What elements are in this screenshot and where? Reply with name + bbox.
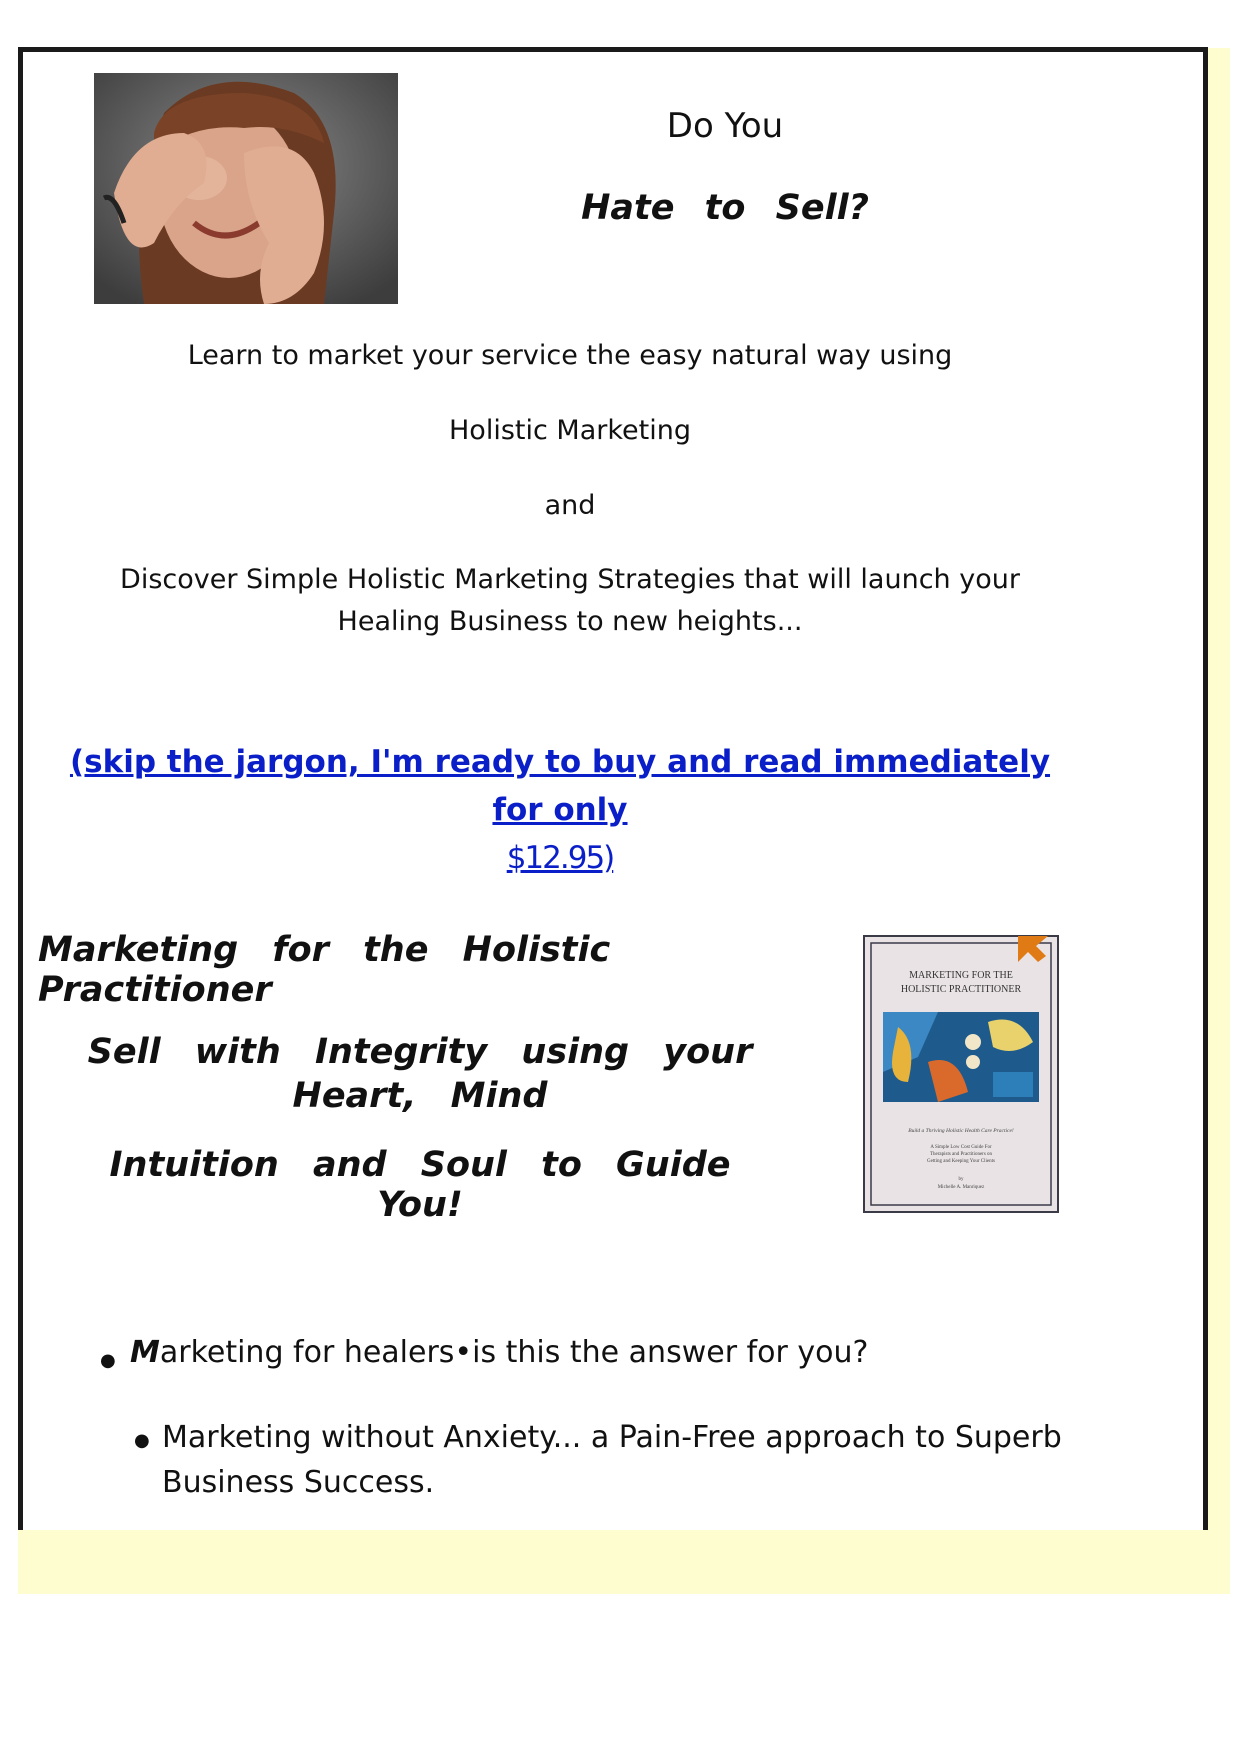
intro-line-4: Discover Simple Holistic Marketing Strategies that will launch your Healing Business to new heights... (120, 564, 1020, 637)
frustrated-woman-photo (94, 73, 398, 304)
book-cover-title: MARKETING FOR THE (909, 970, 1013, 981)
bullet-item-1 (130, 1335, 1030, 1370)
svg-text:Michelle A. Manriquez: Michelle A. Manriquez (937, 1185, 985, 1190)
bullet-dot-icon: ● (134, 1430, 150, 1451)
bullet-dot-icon: ● (100, 1350, 116, 1371)
headline-hate-to-sell: Hate to Sell? (581, 188, 869, 228)
bullet-item-2: Marketing without Anxiety... a Pain-Free approach to Superb Business Success. (162, 1420, 1062, 1500)
svg-text:by: by (958, 1177, 964, 1182)
bullet-text-1: arketing for healers•is this the answer for you? (159, 1335, 869, 1370)
svg-text:A Simple Low Cost Guide For: A Simple Low Cost Guide For (930, 1145, 992, 1150)
svg-text:Build a Thriving Holistic Heal: Build a Thriving Holistic Health Care Practice! (908, 1128, 1014, 1134)
headline-do-you: Do You (666, 106, 784, 146)
book-cover-image (808, 932, 1086, 1214)
intro-line-1: Learn to market your service the easy natural way using (187, 340, 953, 371)
buy-link-price[interactable]: $12.95) (506, 840, 614, 876)
svg-text:Therapists and Practitioners o: Therapists and Practitioners on (929, 1152, 993, 1157)
intro-line-3: and (544, 490, 596, 521)
tagline-line-2: Intuition and Soul to Guide You! (109, 1145, 731, 1225)
buy-now-link[interactable] (45, 738, 1075, 882)
svg-text:HOLISTIC PRACTITIONER: HOLISTIC PRACTITIONER (900, 984, 1022, 995)
tagline-line-1: Sell with Integrity using your Heart, Mind (87, 1032, 753, 1116)
buy-link-text[interactable]: (skip the jargon, I'm ready to buy and read immediately for only (69, 744, 1051, 828)
svg-text:Getting and Keeping Your Clien: Getting and Keeping Your Clients (927, 1159, 995, 1164)
intro-line-2: Holistic Marketing (449, 415, 691, 446)
bullet-lead-letter: M (130, 1335, 160, 1370)
book-title-heading: Marketing for the Holistic Practitioner (38, 930, 611, 1010)
